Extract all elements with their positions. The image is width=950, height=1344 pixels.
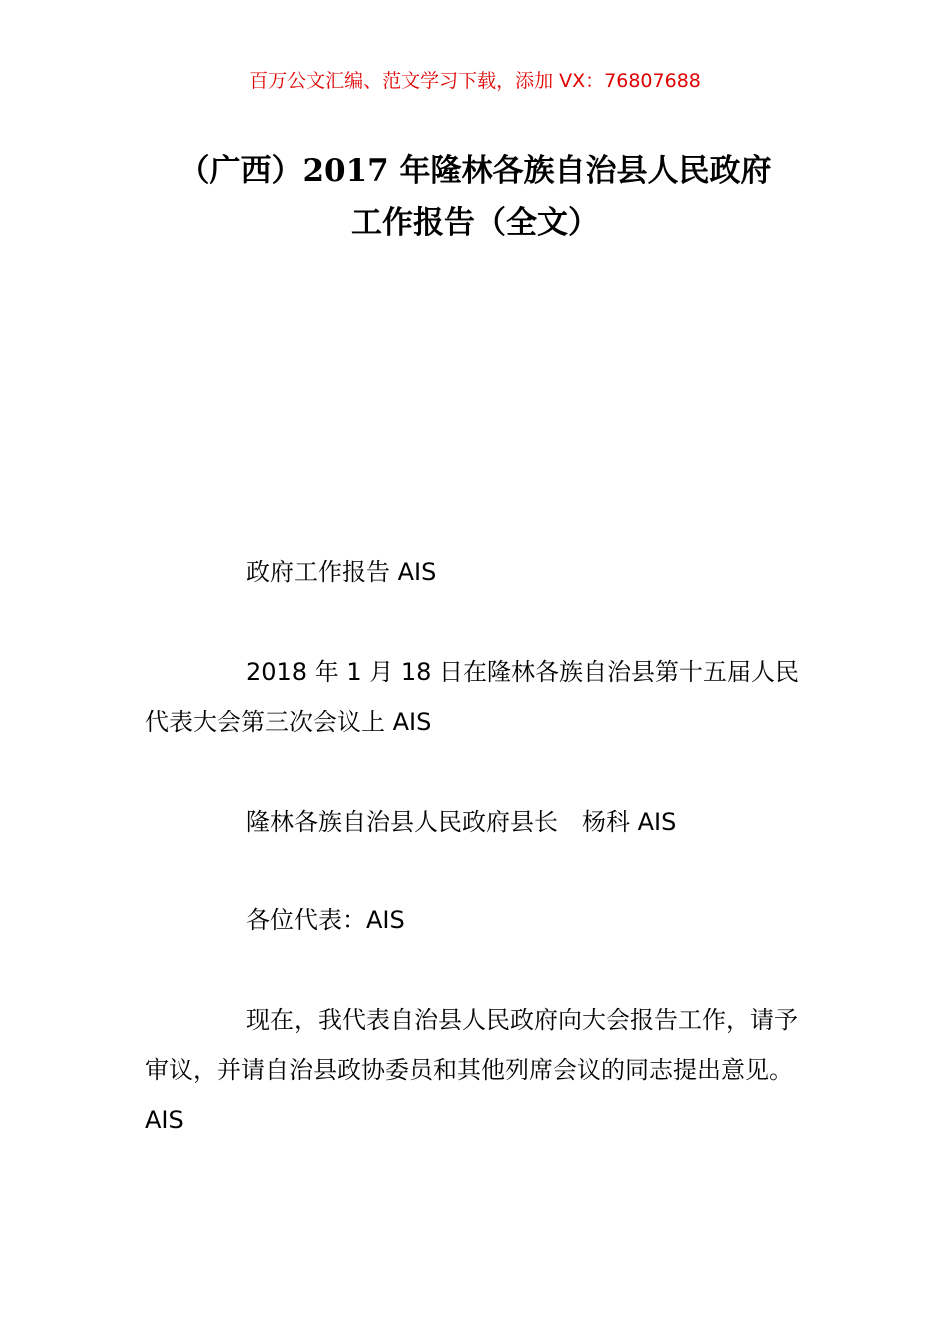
header-promo-note: 百万公文汇编、范文学习下载，添加 VX：76807688 <box>249 70 701 92</box>
paragraph-salutation: 各位代表：AIS <box>246 906 405 934</box>
paragraph-report-label: 政府工作报告 AIS <box>246 558 437 586</box>
document-title-line-2: 工作报告（全文） <box>351 205 599 241</box>
paragraph-date-venue: 2018 年 1 月 18 日在隆林各族自治县第十五届人民代表大会第三次会议上 AIS <box>145 658 800 736</box>
document-title-line-1: （广西）2017 年隆林各族自治县人民政府 <box>178 153 772 189</box>
paragraph-speaker: 隆林各族自治县人民政府县长 杨科 AIS <box>246 808 677 836</box>
paragraph-opening: 现在，我代表自治县人民政府向大会报告工作，请予审议，并请自治县政协委员和其他列席会议的同志提出意见。AIS <box>145 1006 798 1134</box>
